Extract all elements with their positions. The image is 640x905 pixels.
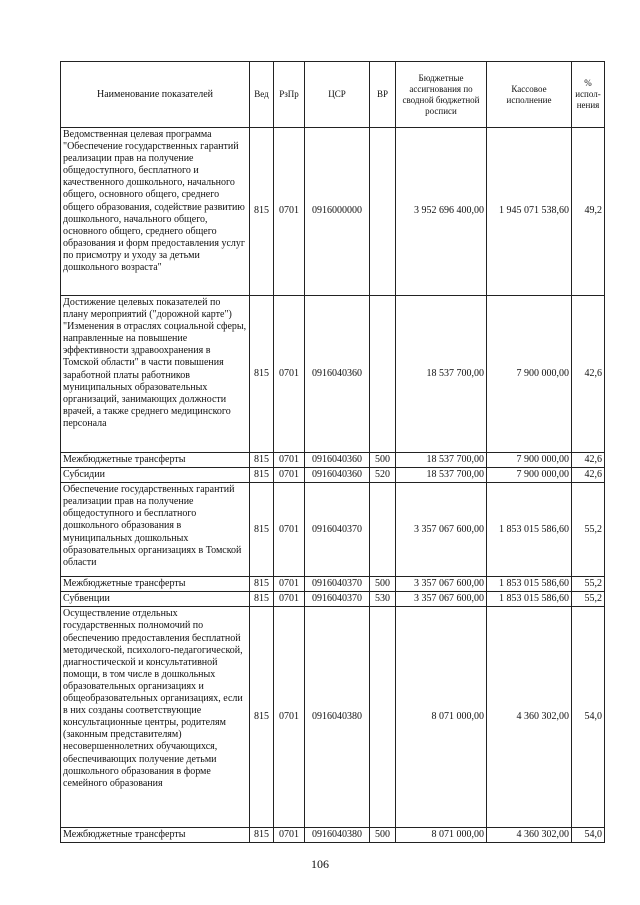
row-cash: 4 360 302,00 [487, 607, 572, 828]
table-row [61, 607, 605, 828]
row-ved: 815 [250, 468, 274, 483]
row-percent: 54,0 [572, 828, 605, 843]
table-row [61, 483, 605, 577]
header-vr: ВР [370, 62, 396, 128]
row-name: Обеспечение государственных гарантий реализации прав на получение общедоступного и бесплатного дошкольного образования в муниципальных дошкольных образовательных организациях в Томской области [61, 483, 250, 577]
header-name: Наименование показателей [61, 62, 250, 128]
row-ved: 815 [250, 453, 274, 468]
table-row [61, 468, 605, 483]
row-csr: 0916040370 [305, 577, 370, 592]
row-budget: 8 071 000,00 [396, 607, 487, 828]
header-cash: Кассовое исполнение [487, 62, 572, 128]
row-rzpr: 0701 [274, 468, 305, 483]
row-budget: 18 537 700,00 [396, 296, 487, 453]
row-csr: 0916040360 [305, 296, 370, 453]
row-budget: 8 071 000,00 [396, 828, 487, 843]
row-cash: 4 360 302,00 [487, 828, 572, 843]
row-budget: 18 537 700,00 [396, 453, 487, 468]
row-name: Межбюджетные трансферты [61, 577, 250, 592]
row-cash: 1 853 015 586,60 [487, 483, 572, 577]
header-budget: Бюджетные ассигнования по сводной бюджетной росписи [396, 62, 487, 128]
row-cash: 7 900 000,00 [487, 468, 572, 483]
row-cash: 7 900 000,00 [487, 453, 572, 468]
row-csr: 0916040370 [305, 483, 370, 577]
row-ved: 815 [250, 828, 274, 843]
row-ved: 815 [250, 483, 274, 577]
table-row [61, 453, 605, 468]
row-rzpr: 0701 [274, 296, 305, 453]
row-csr: 0916040380 [305, 607, 370, 828]
row-cash: 1 853 015 586,60 [487, 577, 572, 592]
row-rzpr: 0701 [274, 607, 305, 828]
row-budget: 3 357 067 600,00 [396, 592, 487, 607]
row-rzpr: 0701 [274, 128, 305, 296]
row-vr [370, 483, 396, 577]
row-rzpr: 0701 [274, 483, 305, 577]
header-rzpr: РзПр [274, 62, 305, 128]
row-budget: 3 357 067 600,00 [396, 483, 487, 577]
row-csr: 0916040360 [305, 453, 370, 468]
row-rzpr: 0701 [274, 453, 305, 468]
row-rzpr: 0701 [274, 592, 305, 607]
row-percent: 42,6 [572, 468, 605, 483]
header-row [61, 62, 605, 128]
table-row [61, 592, 605, 607]
table-row [61, 577, 605, 592]
row-csr: 0916000000 [305, 128, 370, 296]
row-vr: 520 [370, 468, 396, 483]
row-name: Межбюджетные трансферты [61, 828, 250, 843]
row-cash: 1 853 015 586,60 [487, 592, 572, 607]
budget-table [60, 61, 605, 843]
row-budget: 18 537 700,00 [396, 468, 487, 483]
row-ved: 815 [250, 607, 274, 828]
table-row [61, 128, 605, 296]
row-cash: 1 945 071 538,60 [487, 128, 572, 296]
header-ved: Вед [250, 62, 274, 128]
row-vr: 500 [370, 828, 396, 843]
row-ved: 815 [250, 296, 274, 453]
row-cash: 7 900 000,00 [487, 296, 572, 453]
row-rzpr: 0701 [274, 828, 305, 843]
row-name: Субвенции [61, 592, 250, 607]
row-name: Ведомственная целевая программа "Обеспечение государственных гарантий реализации прав на получение общедоступного, бесплатного и качественного дошкольного, начального общего, основного общего, среднего общего образования, содействие развитию дошкольного, начального общего, основного общего, среднего общего образования и форм предоставления услуг по присмотру и уходу за детьми дошкольного возраста" [61, 128, 250, 296]
row-name: Субсидии [61, 468, 250, 483]
row-budget: 3 357 067 600,00 [396, 577, 487, 592]
page-number: 106 [311, 857, 329, 871]
row-csr: 0916040360 [305, 468, 370, 483]
row-vr [370, 296, 396, 453]
row-percent: 55,2 [572, 592, 605, 607]
row-name: Осуществление отдельных государственных полномочий по обеспечению предоставления бесплатной методической, психолого-педагогической, диагностической и консультативной помощи, в том числе в дошкольных образовательных организациях и общеобразовательных организациях, если в них созданы соответствующие консультационные центры, родителям (законным представителям) несовершеннолетних обучающихся, обеспечивающих получение детьми дошкольного образования в форме семейного образования [61, 607, 250, 828]
row-percent: 55,2 [572, 483, 605, 577]
row-budget: 3 952 696 400,00 [396, 128, 487, 296]
row-ved: 815 [250, 577, 274, 592]
row-csr: 0916040370 [305, 592, 370, 607]
table-row [61, 296, 605, 453]
row-percent: 55,2 [572, 577, 605, 592]
row-vr: 500 [370, 453, 396, 468]
row-vr [370, 607, 396, 828]
row-percent: 42,6 [572, 453, 605, 468]
row-vr: 500 [370, 577, 396, 592]
row-vr: 530 [370, 592, 396, 607]
row-name: Достижение целевых показателей по плану мероприятий ("дорожной карте") "Изменения в отраслях социальной сферы, направленные на повышение эффективности здравоохранения в Томской области" в части повышения заработной платы работников муниципальных образовательных организаций, занимающих должности врачей, а также среднего медицинского персонала [61, 296, 250, 453]
header-csr: ЦСР [305, 62, 370, 128]
header-percent: % испол-нения [572, 62, 605, 128]
row-percent: 49,2 [572, 128, 605, 296]
row-vr [370, 128, 396, 296]
row-ved: 815 [250, 592, 274, 607]
row-name: Межбюджетные трансферты [61, 453, 250, 468]
row-rzpr: 0701 [274, 577, 305, 592]
row-percent: 42,6 [572, 296, 605, 453]
row-ved: 815 [250, 128, 274, 296]
row-csr: 0916040380 [305, 828, 370, 843]
table-row [61, 828, 605, 843]
row-percent: 54,0 [572, 607, 605, 828]
